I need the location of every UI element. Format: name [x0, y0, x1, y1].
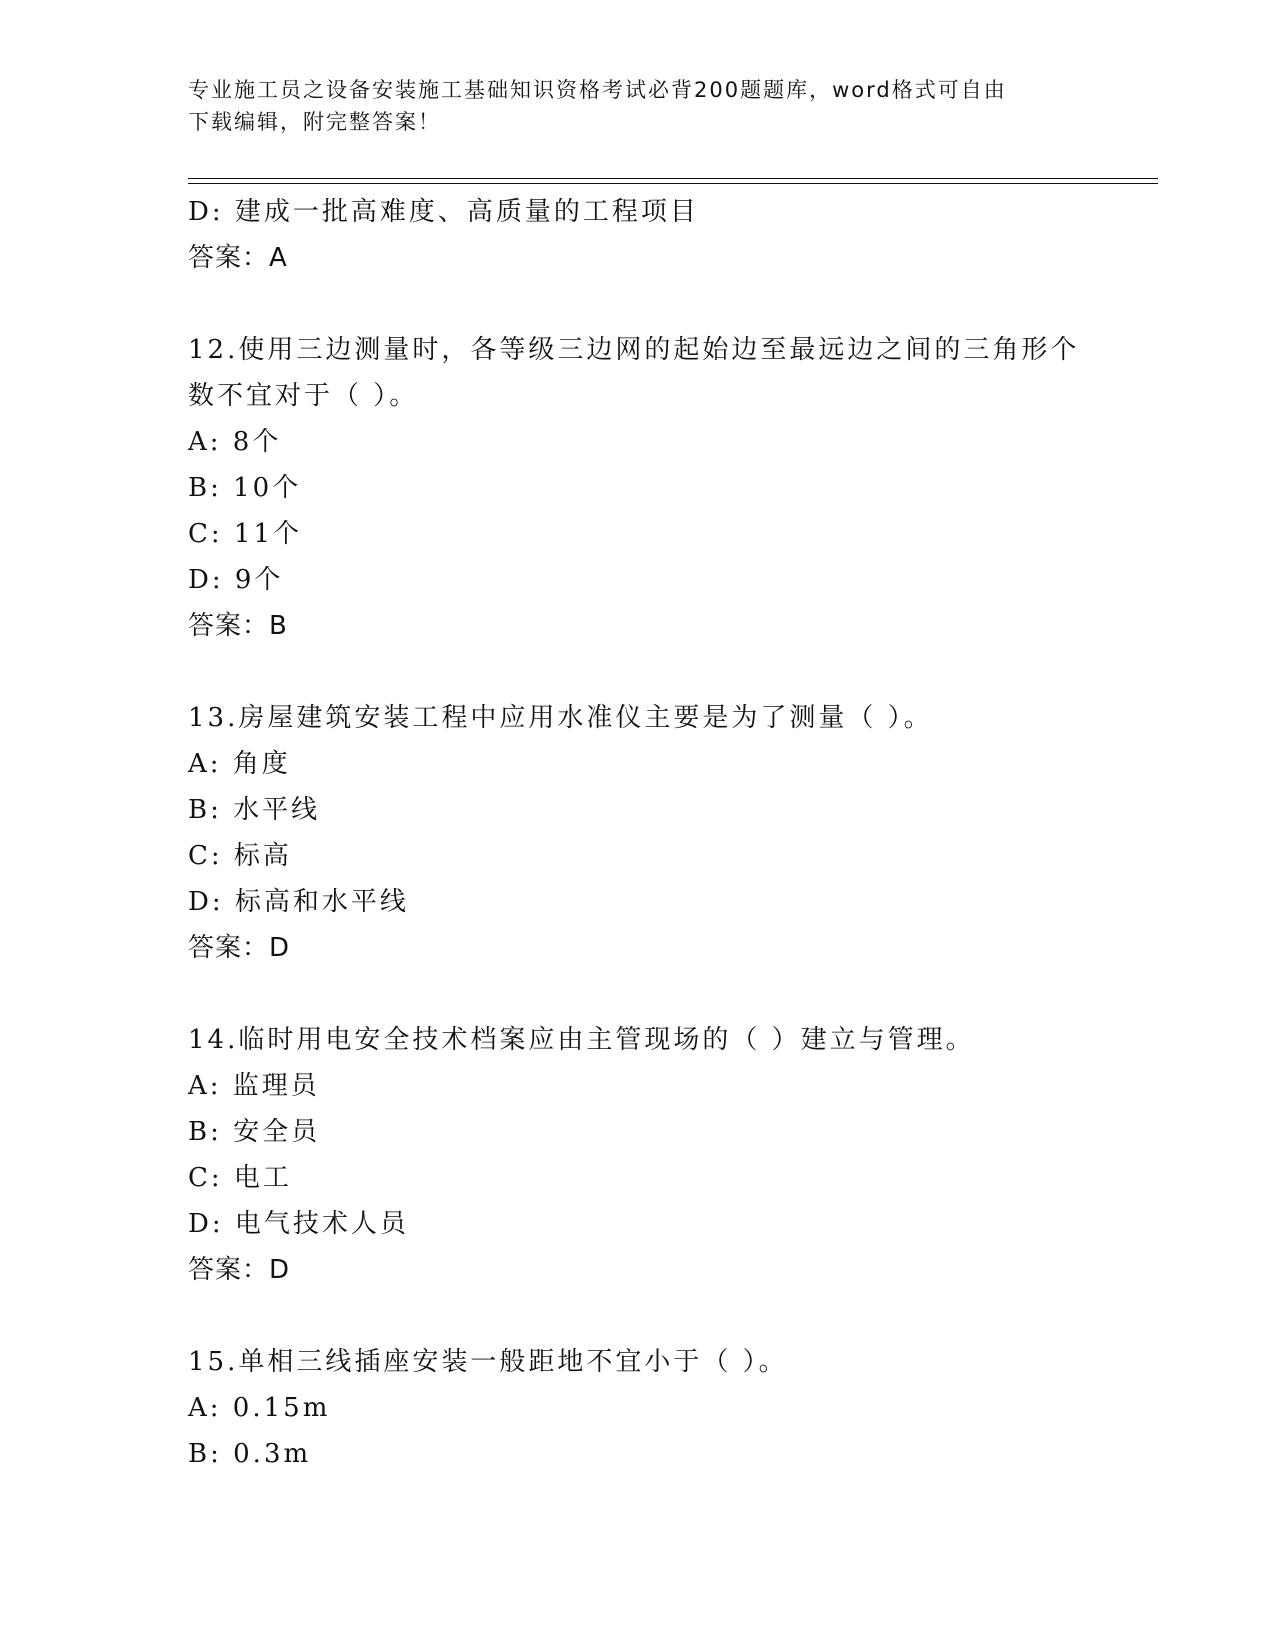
option-c: C: 11个	[188, 519, 303, 549]
document-body	[188, 189, 1108, 1477]
spacer	[188, 281, 1108, 327]
question-stem: 15.单相三线插座安装一般距地不宜小于（ ）。	[188, 1347, 788, 1377]
option-b: B: 0.3m	[188, 1439, 312, 1469]
option-b: B: 安全员	[188, 1117, 321, 1147]
question-15	[188, 1339, 1108, 1477]
question-stem: 12.使用三边测量时，各等级三边网的起始边至最远边之间的三角形个	[188, 335, 1080, 365]
option-c: C: 电工	[188, 1163, 292, 1193]
spacer	[188, 971, 1108, 1017]
option-a: A: 监理员	[188, 1071, 320, 1101]
option-c: C: 标高	[188, 841, 292, 871]
option-a: A: 角度	[188, 749, 291, 779]
header-line-1: 专业施工员之设备安装施工基础知识资格考试必背200题题库，word格式可自由	[188, 78, 1007, 102]
answer-label: 答案：D	[188, 933, 291, 963]
answer-label: 答案：B	[188, 611, 288, 641]
option-b: B: 10个	[188, 473, 302, 503]
option-d: D: 电气技术人员	[188, 1209, 409, 1239]
option-b: B: 水平线	[188, 795, 321, 825]
spacer	[188, 649, 1108, 695]
question-14	[188, 1017, 1108, 1293]
question-stem: 14.临时用电安全技术档案应由主管现场的（ ）建立与管理。	[188, 1025, 975, 1055]
answer-label: 答案：D	[188, 1255, 291, 1285]
document-header	[188, 74, 1088, 138]
option-a: A: 0.15m	[188, 1393, 331, 1423]
option-d: D: 标高和水平线	[188, 887, 409, 917]
question-13	[188, 695, 1108, 971]
header-line-2: 下载编辑，附完整答案！	[188, 110, 441, 134]
option-d: D: 9个	[188, 565, 284, 595]
question-stem-continued: 数不宜对于（ ）。	[188, 381, 419, 411]
spacer	[188, 1293, 1108, 1339]
header-rule-bottom	[188, 183, 1158, 184]
answer-label: 答案：A	[188, 243, 288, 273]
header-rule-top	[188, 178, 1158, 179]
question-stem: 13.房屋建筑安装工程中应用水准仪主要是为了测量（ ）。	[188, 703, 933, 733]
option-a: A: 8个	[188, 427, 282, 457]
option-d: D: 建成一批高难度、高质量的工程项目	[188, 197, 699, 227]
question-12	[188, 327, 1108, 649]
